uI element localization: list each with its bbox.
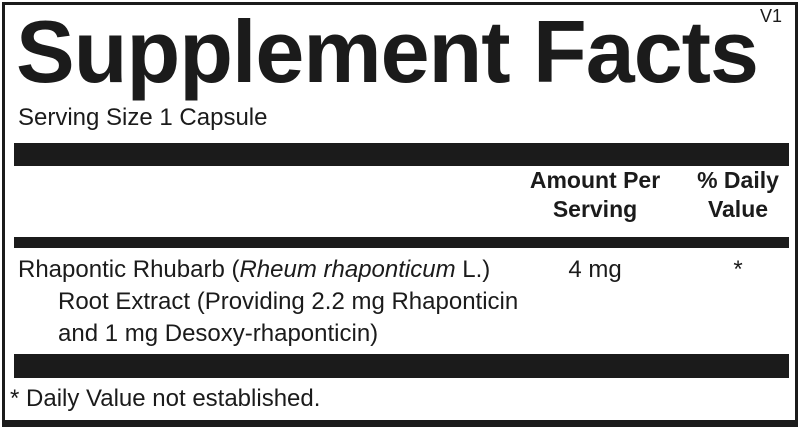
amount-header-line1: Amount Per: [529, 167, 661, 193]
serving-size-text: Serving Size 1 Capsule: [18, 104, 268, 131]
ingredient-amount: 4 mg: [568, 256, 622, 283]
ingredient-name-line2: Root Extract (Providing 2.2 mg Rhaponticin: [58, 288, 519, 315]
amount-per-serving-header: [525, 166, 665, 224]
ingredient-name: [18, 254, 518, 350]
amount-header-line2: Serving: [552, 196, 638, 222]
dv-header-line1: % Daily: [697, 167, 779, 193]
percent-daily-value-header: [694, 166, 782, 224]
dv-header-line2: Value: [707, 196, 769, 222]
daily-value-footnote: * Daily Value not established.: [10, 385, 321, 412]
supplement-facts-panel: [2, 2, 798, 427]
ingredient-name-suffix: L.): [455, 256, 491, 283]
version-label: V1: [759, 6, 782, 26]
ingredient-daily-value: *: [733, 256, 743, 283]
panel-title: Supplement Facts: [16, 2, 758, 101]
ingredient-latin-name: Rheum rhaponticum: [239, 256, 456, 283]
divider-thick-top: [14, 143, 789, 166]
divider-thick-bottom: [14, 354, 789, 378]
divider-medium: [14, 237, 789, 248]
ingredient-name-line3: and 1 mg Desoxy-rhaponticin): [58, 320, 379, 347]
ingredient-name-prefix: Rhapontic Rhubarb (: [18, 256, 240, 283]
